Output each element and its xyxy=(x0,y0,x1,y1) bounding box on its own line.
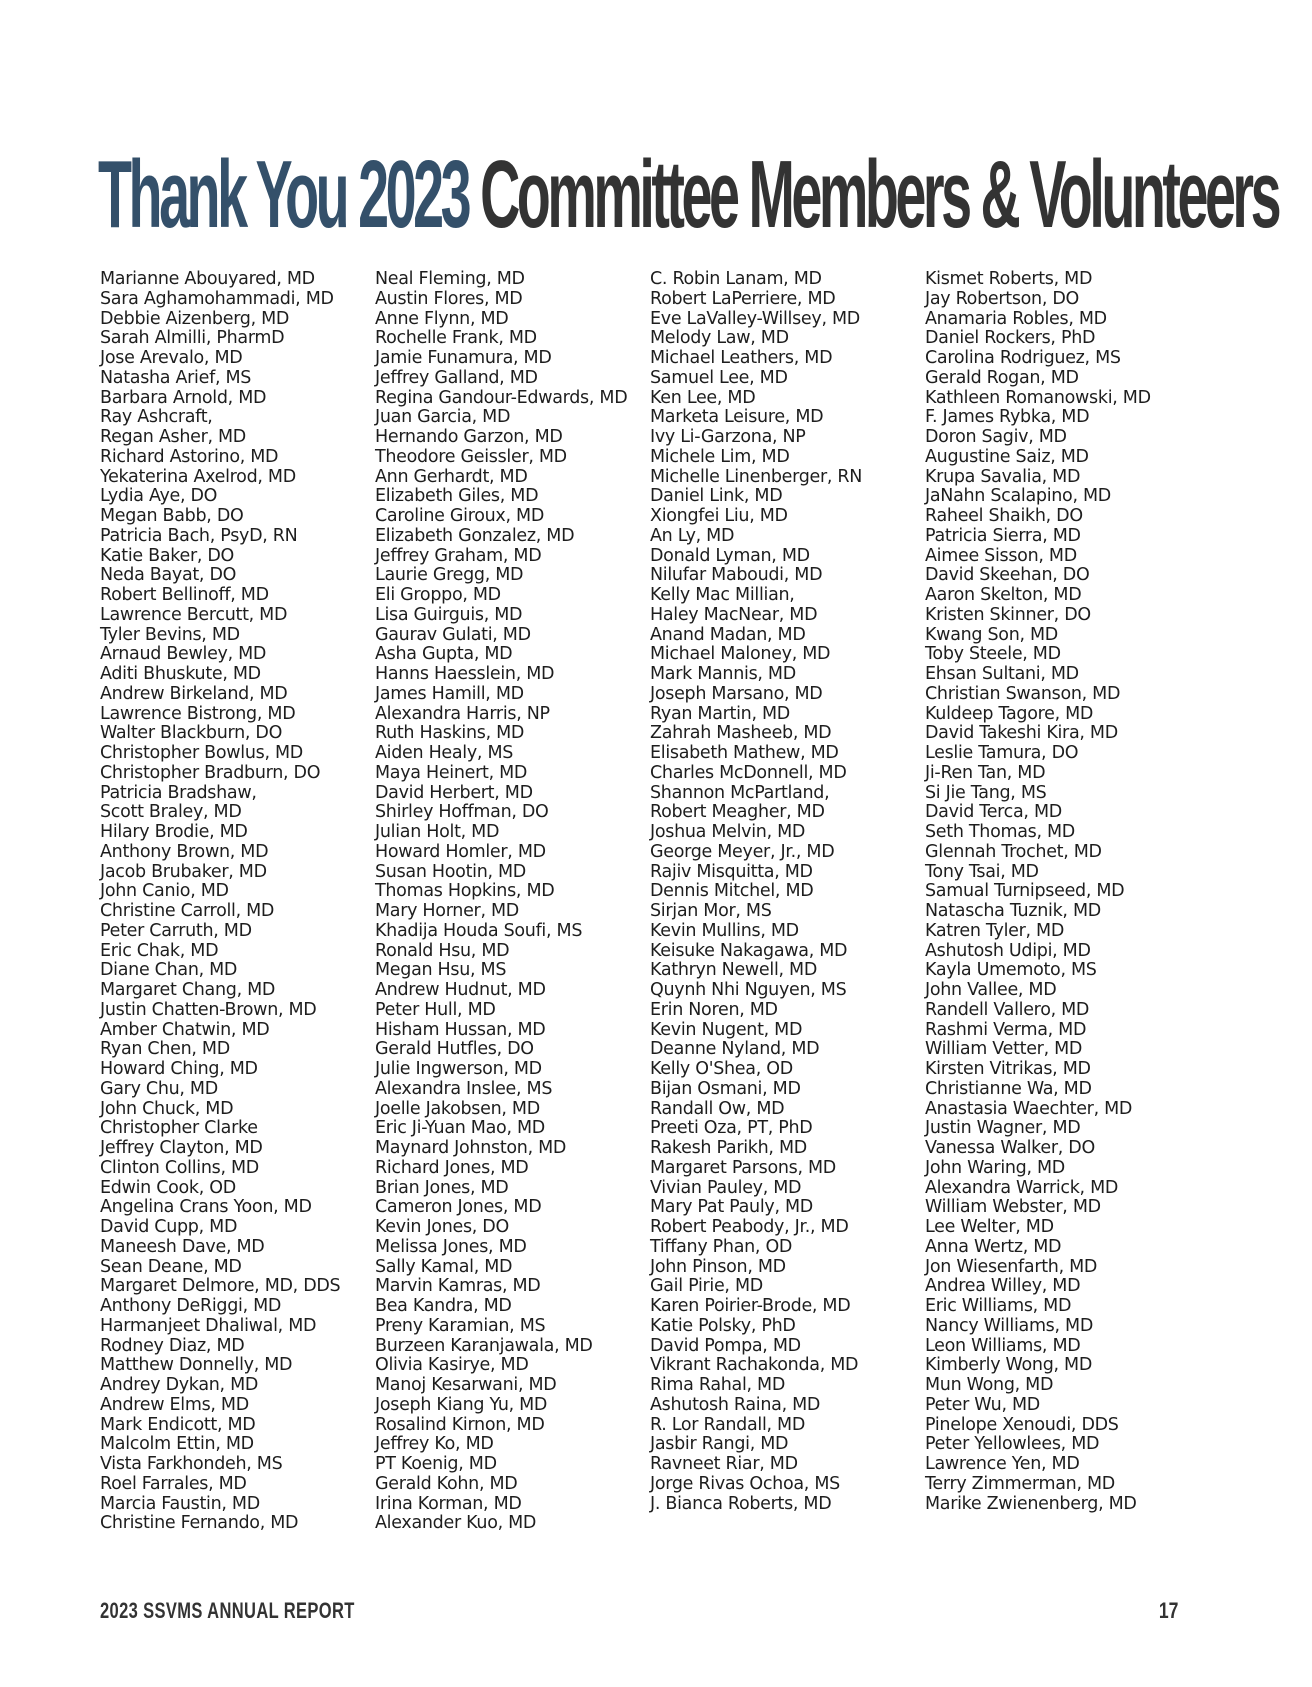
volunteer-name: Kelly O'Shea, OD xyxy=(650,1059,793,1079)
volunteer-name: Andrew Elms, MD xyxy=(100,1394,249,1415)
volunteer-name: F. James Rybka, MD xyxy=(925,407,1090,428)
volunteer-name: Regan Asher, MD xyxy=(100,427,246,447)
volunteer-name: Vanessa Walker, DO xyxy=(925,1138,1095,1158)
volunteer-name: Natasha Arief, MS xyxy=(100,367,252,388)
volunteer-name: Eli Groppo, MD xyxy=(375,585,501,605)
volunteer-name: Alexandra Inslee, MS xyxy=(375,1078,553,1099)
volunteer-name: Rajiv Misquitta, MD xyxy=(650,861,813,882)
volunteer-name: Ehsan Sultani, MD xyxy=(925,664,1079,684)
volunteer-name: Gerald Rogan, MD xyxy=(925,367,1079,388)
volunteer-name: Marvin Kamras, MD xyxy=(375,1276,541,1297)
volunteer-name: Sara Aghamohammadi, MD xyxy=(100,288,334,309)
volunteer-name: Mary Pat Pauly, MD xyxy=(650,1197,813,1218)
volunteer-name: Seth Thomas, MD xyxy=(925,822,1075,842)
volunteer-name: Mun Wong, MD xyxy=(925,1375,1054,1395)
volunteer-name: William Vetter, MD xyxy=(925,1039,1083,1060)
volunteer-name: Andrew Hudnut, MD xyxy=(375,980,546,1000)
volunteer-name: Neda Bayat, DO xyxy=(100,565,237,586)
volunteer-name: Samual Turnipseed, MD xyxy=(925,881,1125,902)
volunteer-name: Robert Peabody, Jr., MD xyxy=(650,1217,849,1237)
volunteer-name: Quynh Nhi Nguyen, MS xyxy=(650,980,847,1000)
volunteer-name: David Herbert, MD xyxy=(375,782,533,803)
volunteer-name: Rodney Diaz, MD xyxy=(100,1335,245,1356)
volunteer-name: William Webster, MD xyxy=(925,1197,1101,1218)
volunteer-name: Joseph Marsano, MD xyxy=(650,683,823,704)
volunteer-name: Christopher Clarke xyxy=(100,1118,258,1139)
volunteer-name: Jose Arevalo, MD xyxy=(100,348,243,368)
volunteer-name: Lawrence Yen, MD xyxy=(925,1454,1080,1474)
volunteer-name: Jacob Brubaker, MD xyxy=(100,861,267,882)
title-rest: Committee Members & Volunteers xyxy=(480,141,1279,248)
volunteer-name: Kuldeep Tagore, MD xyxy=(925,703,1094,724)
volunteer-name: Daniel Link, MD xyxy=(650,486,783,507)
volunteer-name: C. Robin Lanam, MD xyxy=(650,269,822,289)
volunteer-name: Jamie Funamura, MD xyxy=(375,348,552,368)
volunteer-name: Michelle Linenberger, RN xyxy=(650,466,863,487)
volunteer-name: Patricia Bradshaw, xyxy=(100,782,257,803)
volunteer-name: Nancy Williams, MD xyxy=(925,1315,1094,1336)
volunteer-name: Richard Astorino, MD xyxy=(100,446,279,467)
volunteer-name: Maya Heinert, MD xyxy=(375,762,528,783)
volunteer-name: Kathleen Romanowski, MD xyxy=(925,387,1151,408)
volunteer-name: Edwin Cook, OD xyxy=(100,1177,236,1198)
volunteer-name: Randell Vallero, MD xyxy=(925,999,1090,1020)
volunteer-name: Katie Polsky, PhD xyxy=(650,1315,796,1336)
volunteer-name: David Skeehan, DO xyxy=(925,565,1090,586)
volunteer-name: Regina Gandour-Edwards, MD xyxy=(375,387,628,408)
volunteer-name: Samuel Lee, MD xyxy=(650,367,788,388)
volunteer-name: Anthony Brown, MD xyxy=(100,841,269,862)
volunteer-name: Justin Chatten-Brown, MD xyxy=(100,999,317,1020)
volunteer-name: Hernando Garzon, MD xyxy=(375,427,563,447)
volunteer-name: An Ly, MD xyxy=(650,525,735,546)
volunteer-name: Lydia Aye, DO xyxy=(100,486,218,507)
volunteer-name: Tyler Bevins, MD xyxy=(100,624,240,645)
volunteer-name: Yekaterina Axelrod, MD xyxy=(100,466,296,487)
volunteer-name: Bea Kandra, MD xyxy=(375,1296,512,1316)
volunteer-name: Jeffrey Galland, MD xyxy=(375,367,538,388)
volunteer-name: John Waring, MD xyxy=(925,1157,1065,1178)
volunteer-name: Ray Ashcraft, xyxy=(100,407,213,428)
volunteer-name: Anthony DeRiggi, MD xyxy=(100,1296,282,1316)
volunteer-name: Kristen Skinner, DO xyxy=(925,604,1091,625)
volunteer-name: Melissa Jones, MD xyxy=(375,1236,527,1257)
volunteer-name: Irina Korman, MD xyxy=(375,1493,522,1514)
volunteer-name: Richard Jones, MD xyxy=(375,1157,529,1178)
volunteer-name: Caroline Giroux, MD xyxy=(375,506,544,526)
volunteer-name: Christian Swanson, MD xyxy=(925,683,1121,704)
volunteer-name: Krupa Savalia, MD xyxy=(925,466,1081,487)
volunteer-name: Gerald Hutfles, DO xyxy=(375,1039,534,1060)
volunteer-name: Rima Rahal, MD xyxy=(650,1375,786,1395)
volunteer-name: Marike Zwienenberg, MD xyxy=(925,1493,1137,1514)
volunteer-name: Peter Hull, MD xyxy=(375,999,496,1020)
volunteer-name: Burzeen Karanjawala, MD xyxy=(375,1335,593,1356)
volunteer-name: Pinelope Xenoudi, DDS xyxy=(925,1414,1119,1435)
volunteer-name: Gary Chu, MD xyxy=(100,1078,218,1099)
volunteer-name: Ronald Hsu, MD xyxy=(375,940,510,961)
volunteer-name: Robert Meagher, MD xyxy=(650,802,825,823)
volunteer-name: Kismet Roberts, MD xyxy=(925,269,1093,289)
volunteer-name: Sarah Almilli, PharmD xyxy=(100,328,285,349)
volunteer-name: Toby Steele, MD xyxy=(925,644,1061,665)
volunteer-name: Aaron Skelton, MD xyxy=(925,585,1082,605)
volunteer-name: Eve LaValley-Willsey, MD xyxy=(650,308,860,329)
page-title xyxy=(98,140,1278,250)
volunteer-name: JaNahn Scalapino, MD xyxy=(925,486,1111,507)
volunteer-name: Theodore Geissler, MD xyxy=(375,446,567,467)
volunteer-name: Xiongfei Liu, MD xyxy=(650,506,788,526)
volunteer-name: Patricia Bach, PsyD, RN xyxy=(100,525,298,546)
volunteer-name: Michael Maloney, MD xyxy=(650,644,831,665)
volunteer-name: Gail Pirie, MD xyxy=(650,1276,763,1297)
volunteer-name: Ryan Chen, MD xyxy=(100,1039,230,1060)
volunteer-name: Shannon McPartland, xyxy=(650,782,830,803)
volunteer-name: Charles McDonnell, MD xyxy=(650,762,847,783)
volunteer-name: Michele Lim, MD xyxy=(650,446,790,467)
names-column-3 xyxy=(650,270,925,1534)
volunteer-name: Patricia Sierra, MD xyxy=(925,525,1081,546)
volunteer-name: David Takeshi Kira, MD xyxy=(925,723,1118,744)
volunteer-name: Shirley Hoffman, DO xyxy=(375,802,549,823)
volunteer-name: Hisham Hussan, MD xyxy=(375,1019,546,1040)
volunteer-name: Ivy Li-Garzona, NP xyxy=(650,427,806,447)
volunteer-name: Gaurav Gulati, MD xyxy=(375,624,531,645)
volunteer-name: Gerald Kohn, MD xyxy=(375,1473,518,1494)
volunteer-name: Kathryn Newell, MD xyxy=(650,960,818,981)
volunteer-name: Roel Farrales, MD xyxy=(100,1473,247,1494)
volunteer-name: Aimee Sisson, MD xyxy=(925,545,1077,566)
volunteer-name: Kevin Jones, DO xyxy=(375,1217,509,1237)
volunteer-name: Tiffany Phan, OD xyxy=(650,1236,793,1257)
volunteer-name: Walter Blackburn, DO xyxy=(100,723,283,744)
volunteer-name: Christianne Wa, MD xyxy=(925,1078,1092,1099)
volunteer-name: Khadija Houda Soufi, MS xyxy=(375,920,583,941)
volunteer-name: Andrey Dykan, MD xyxy=(100,1375,259,1395)
volunteer-name: Peter Carruth, MD xyxy=(100,920,252,941)
volunteer-name: Cameron Jones, MD xyxy=(375,1197,542,1218)
volunteer-name: Bijan Osmani, MD xyxy=(650,1078,801,1099)
volunteer-name: Aditi Bhuskute, MD xyxy=(100,664,261,684)
volunteer-name: Glennah Trochet, MD xyxy=(925,841,1102,862)
volunteer-name: Ashutosh Raina, MD xyxy=(650,1394,821,1415)
volunteer-name: Diane Chan, MD xyxy=(100,960,238,981)
volunteer-name: Zahrah Masheeb, MD xyxy=(650,723,832,744)
names-columns xyxy=(100,270,1220,1534)
volunteer-name: Margaret Parsons, MD xyxy=(650,1157,836,1178)
volunteer-name: Nilufar Maboudi, MD xyxy=(650,565,823,586)
volunteer-name: Olivia Kasirye, MD xyxy=(375,1355,529,1376)
volunteer-name: Rashmi Verma, MD xyxy=(925,1019,1087,1040)
volunteer-name: John Canio, MD xyxy=(100,881,229,902)
volunteer-name: Raheel Shaikh, DO xyxy=(925,506,1083,526)
volunteer-name: Clinton Collins, MD xyxy=(100,1157,259,1178)
volunteer-name: George Meyer, Jr., MD xyxy=(650,841,835,862)
volunteer-name: Dennis Mitchel, MD xyxy=(650,881,814,902)
volunteer-name: Julian Holt, MD xyxy=(375,822,500,842)
volunteer-name: Manoj Kesarwani, MD xyxy=(375,1375,557,1395)
volunteer-name: Kevin Mullins, MD xyxy=(650,920,799,941)
volunteer-name: Mark Endicott, MD xyxy=(100,1414,256,1435)
volunteer-name: Alexandra Harris, NP xyxy=(375,703,550,724)
volunteer-name: Peter Wu, MD xyxy=(925,1394,1040,1415)
volunteer-name: Melody Law, MD xyxy=(650,328,789,349)
volunteer-name: Kayla Umemoto, MS xyxy=(925,960,1097,981)
volunteer-name: Jorge Rivas Ochoa, MS xyxy=(650,1473,840,1494)
page-number: 17 xyxy=(1158,1598,1178,1623)
volunteer-name: Margaret Chang, MD xyxy=(100,980,276,1000)
volunteer-name: Christopher Bowlus, MD xyxy=(100,743,303,763)
volunteer-name: John Chuck, MD xyxy=(100,1098,234,1119)
volunteer-name: James Hamill, MD xyxy=(375,683,524,704)
volunteer-name: Jasbir Rangi, MD xyxy=(650,1434,789,1455)
volunteer-name: Anamaria Robles, MD xyxy=(925,308,1107,329)
volunteer-name: Anand Madan, MD xyxy=(650,624,806,645)
volunteer-name: Ken Lee, MD xyxy=(650,387,756,408)
volunteer-name: Neal Fleming, MD xyxy=(375,269,525,289)
volunteer-name: Julie Ingwerson, MD xyxy=(375,1059,542,1079)
volunteer-name: Christine Carroll, MD xyxy=(100,901,275,921)
volunteer-name: Lee Welter, MD xyxy=(925,1217,1054,1237)
volunteer-name: Rochelle Frank, MD xyxy=(375,328,537,349)
volunteer-name: David Cupp, MD xyxy=(100,1217,238,1237)
volunteer-name: Sean Deane, MD xyxy=(100,1256,242,1277)
volunteer-name: Kelly Mac Millian, xyxy=(650,585,795,605)
volunteer-name: Ruth Haskins, MD xyxy=(375,723,525,744)
volunteer-name: Lawrence Bistrong, MD xyxy=(100,703,296,724)
names-column-1 xyxy=(100,270,375,1534)
volunteer-name: Marianne Abouyared, MD xyxy=(100,269,315,289)
volunteer-name: Scott Braley, MD xyxy=(100,802,242,823)
volunteer-name: Si Jie Tang, MS xyxy=(925,782,1047,803)
volunteer-name: Laurie Gregg, MD xyxy=(375,565,524,586)
volunteer-name: Hilary Brodie, MD xyxy=(100,822,248,842)
names-column-4 xyxy=(925,270,1200,1534)
volunteer-name: Joshua Melvin, MD xyxy=(650,822,806,842)
volunteer-name: Megan Hsu, MS xyxy=(375,960,507,981)
volunteer-name: Jon Wiesenfarth, MD xyxy=(925,1256,1098,1277)
volunteer-name: Christine Fernando, MD xyxy=(100,1513,299,1534)
volunteer-name: Malcolm Ettin, MD xyxy=(100,1434,254,1455)
volunteer-name: Howard Ching, MD xyxy=(100,1059,258,1079)
volunteer-name: Vikrant Rachakonda, MD xyxy=(650,1355,859,1376)
volunteer-name: Elisabeth Mathew, MD xyxy=(650,743,839,763)
volunteer-name: Carolina Rodriguez, MS xyxy=(925,348,1121,368)
volunteer-name: Ryan Martin, MD xyxy=(650,703,790,724)
volunteer-name: Kimberly Wong, MD xyxy=(925,1355,1093,1376)
volunteer-name: Harmanjeet Dhaliwal, MD xyxy=(100,1315,317,1336)
volunteer-name: Karen Poirier-Brode, MD xyxy=(650,1296,851,1316)
volunteer-name: Jay Robertson, DO xyxy=(925,288,1080,309)
volunteer-name: Rakesh Parikh, MD xyxy=(650,1138,807,1158)
volunteer-name: Vivian Pauley, MD xyxy=(650,1177,802,1198)
volunteer-name: Matthew Donnelly, MD xyxy=(100,1355,293,1376)
volunteer-name: Andrew Birkeland, MD xyxy=(100,683,288,704)
volunteer-name: Peter Yellowlees, MD xyxy=(925,1434,1100,1455)
volunteer-name: Marcia Faustin, MD xyxy=(100,1493,260,1514)
volunteer-name: Sirjan Mor, MS xyxy=(650,901,772,921)
volunteer-name: Arnaud Bewley, MD xyxy=(100,644,267,665)
volunteer-name: Eric Ji-Yuan Mao, MD xyxy=(375,1118,545,1139)
volunteer-name: Michael Leathers, MD xyxy=(650,348,833,368)
volunteer-name: David Pompa, MD xyxy=(650,1335,801,1356)
volunteer-name: Augustine Saiz, MD xyxy=(925,446,1089,467)
volunteer-name: Austin Flores, MD xyxy=(375,288,523,309)
volunteer-name: Mary Horner, MD xyxy=(375,901,519,921)
volunteer-name: Ann Gerhardt, MD xyxy=(375,466,528,487)
volunteer-name: Alexander Kuo, MD xyxy=(375,1513,537,1534)
volunteer-name: Asha Gupta, MD xyxy=(375,644,513,665)
volunteer-name: John Pinson, MD xyxy=(650,1256,786,1277)
volunteer-name: Deanne Nyland, MD xyxy=(650,1039,820,1060)
volunteer-name: Joseph Kiang Yu, MD xyxy=(375,1394,548,1415)
volunteer-name: Robert LaPerriere, MD xyxy=(650,288,836,309)
volunteer-name: Jeffrey Graham, MD xyxy=(375,545,542,566)
volunteer-name: Jeffrey Ko, MD xyxy=(375,1434,494,1455)
volunteer-name: Anne Flynn, MD xyxy=(375,308,509,329)
volunteer-name: Kwang Son, MD xyxy=(925,624,1058,645)
volunteer-name: J. Bianca Roberts, MD xyxy=(650,1493,832,1514)
volunteer-name: Mark Mannis, MD xyxy=(650,664,796,684)
volunteer-name: Elizabeth Gonzalez, MD xyxy=(375,525,575,546)
volunteer-name: Ravneet Riar, MD xyxy=(650,1454,798,1474)
volunteer-name: Donald Lyman, MD xyxy=(650,545,810,566)
volunteer-name: Preeti Oza, PT, PhD xyxy=(650,1118,813,1139)
volunteer-name: Eric Chak, MD xyxy=(100,940,219,961)
volunteer-name: Angelina Crans Yoon, MD xyxy=(100,1197,312,1218)
volunteer-name: R. Lor Randall, MD xyxy=(650,1414,806,1435)
title-accent: Thank You 2023 xyxy=(98,141,469,248)
volunteer-name: Eric Williams, MD xyxy=(925,1296,1072,1316)
volunteer-name: Vista Farkhondeh, MS xyxy=(100,1454,283,1474)
volunteer-name: Ashutosh Udipi, MD xyxy=(925,940,1091,961)
volunteer-name: Aiden Healy, MS xyxy=(375,743,514,763)
volunteer-name: David Terca, MD xyxy=(925,802,1062,823)
volunteer-name: Jeffrey Clayton, MD xyxy=(100,1138,263,1158)
volunteer-name: Kirsten Vitrikas, MD xyxy=(925,1059,1091,1079)
volunteer-name: Thomas Hopkins, MD xyxy=(375,881,555,902)
volunteer-name: Haley MacNear, MD xyxy=(650,604,818,625)
names-column-2 xyxy=(375,270,650,1534)
report-footer: 2023 SSVMS ANNUAL REPORT xyxy=(100,1598,355,1623)
volunteer-name: Leon Williams, MD xyxy=(925,1335,1081,1356)
volunteer-name: Leslie Tamura, DO xyxy=(925,743,1079,763)
volunteer-name: Andrea Willey, MD xyxy=(925,1276,1081,1297)
volunteer-name: Robert Bellinoff, MD xyxy=(100,585,269,605)
volunteer-name: Barbara Arnold, MD xyxy=(100,387,267,408)
volunteer-name: John Vallee, MD xyxy=(925,980,1057,1000)
volunteer-name: Lisa Guirguis, MD xyxy=(375,604,523,625)
volunteer-name: Hanns Haesslein, MD xyxy=(375,664,555,684)
volunteer-name: Sally Kamal, MD xyxy=(375,1256,513,1277)
volunteer-name: Natascha Tuznik, MD xyxy=(925,901,1101,921)
volunteer-name: Daniel Rockers, PhD xyxy=(925,328,1096,349)
volunteer-name: Joelle Jakobsen, MD xyxy=(375,1098,540,1119)
volunteer-name: Maneesh Dave, MD xyxy=(100,1236,265,1257)
volunteer-name: Katie Baker, DO xyxy=(100,545,235,566)
volunteer-name: Marketa Leisure, MD xyxy=(650,407,824,428)
volunteer-name: Tony Tsai, MD xyxy=(925,861,1039,882)
volunteer-name: Justin Wagner, MD xyxy=(925,1118,1081,1139)
volunteer-name: Brian Jones, MD xyxy=(375,1177,509,1198)
volunteer-name: Erin Noren, MD xyxy=(650,999,778,1020)
volunteer-name: PT Koenig, MD xyxy=(375,1454,497,1474)
volunteer-name: Terry Zimmerman, MD xyxy=(925,1473,1115,1494)
volunteer-name: Doron Sagiv, MD xyxy=(925,427,1067,447)
volunteer-name: Preny Karamian, MS xyxy=(375,1315,546,1336)
volunteer-name: Keisuke Nakagawa, MD xyxy=(650,940,848,961)
volunteer-name: Lawrence Bercutt, MD xyxy=(100,604,288,625)
volunteer-name: Ji-Ren Tan, MD xyxy=(925,762,1046,783)
volunteer-name: Elizabeth Giles, MD xyxy=(375,486,539,507)
volunteer-name: Kevin Nugent, MD xyxy=(650,1019,803,1040)
volunteer-name: Christopher Bradburn, DO xyxy=(100,762,321,783)
volunteer-name: Amber Chatwin, MD xyxy=(100,1019,270,1040)
volunteer-name: Margaret Delmore, MD, DDS xyxy=(100,1276,341,1297)
volunteer-name: Megan Babb, DO xyxy=(100,506,244,526)
volunteer-name: Anna Wertz, MD xyxy=(925,1236,1062,1257)
volunteer-name: Rosalind Kirnon, MD xyxy=(375,1414,545,1435)
volunteer-name: Alexandra Warrick, MD xyxy=(925,1177,1119,1198)
volunteer-name: Katren Tyler, MD xyxy=(925,920,1065,941)
volunteer-name: Debbie Aizenberg, MD xyxy=(100,308,290,329)
volunteer-name: Maynard Johnston, MD xyxy=(375,1138,567,1158)
volunteer-name: Juan Garcia, MD xyxy=(375,407,511,428)
volunteer-name: Anastasia Waechter, MD xyxy=(925,1098,1133,1119)
volunteer-name: Randall Ow, MD xyxy=(650,1098,785,1119)
volunteer-name: Howard Homler, MD xyxy=(375,841,546,862)
volunteer-name: Susan Hootin, MD xyxy=(375,861,526,882)
